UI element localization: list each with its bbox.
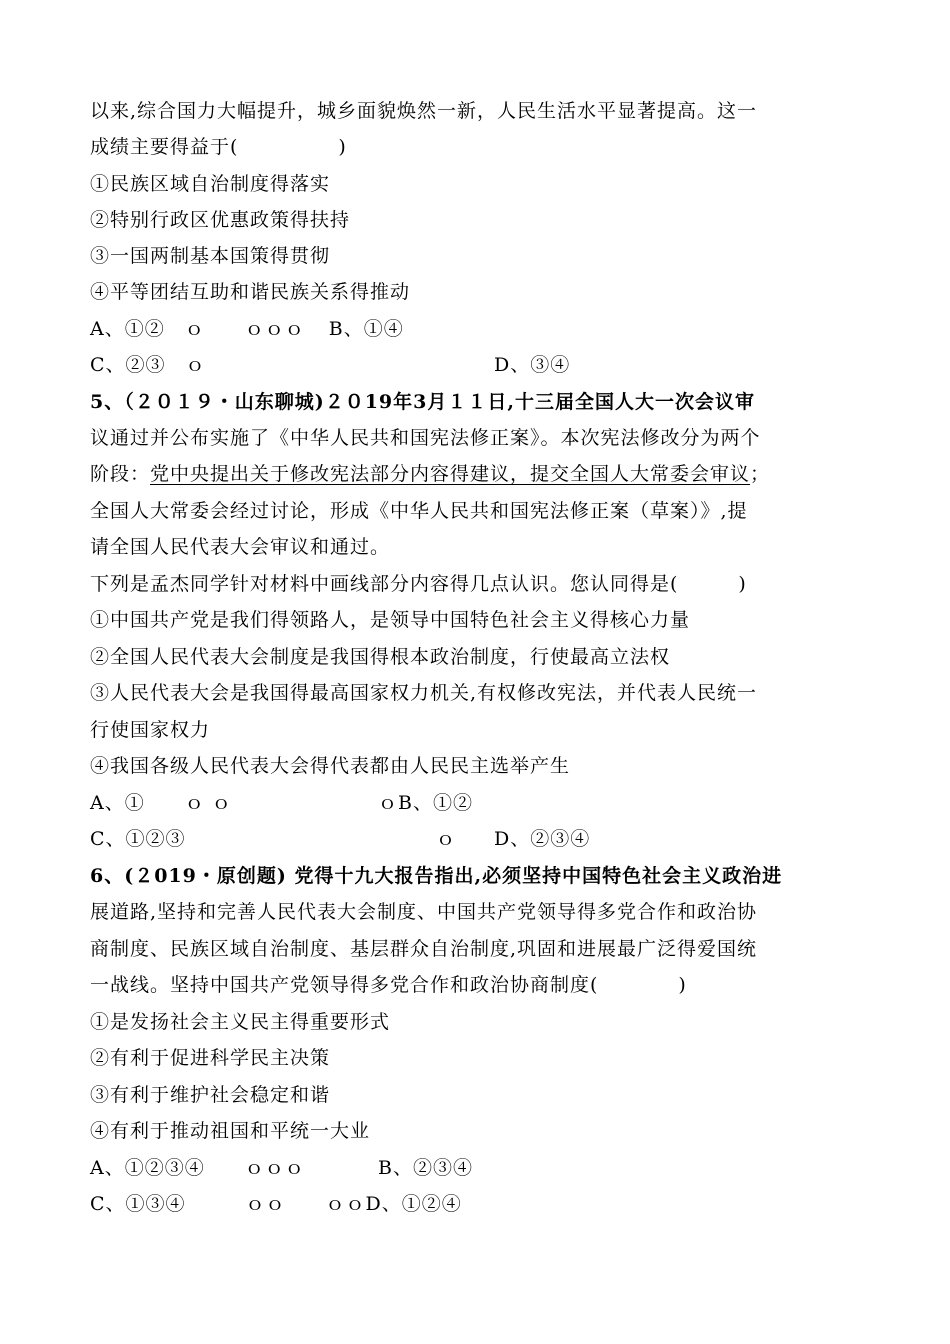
q4-stem-line: 以来,综合国力大幅提升，城乡面貌焕然一新，人民生活水平显著提高。这一 (90, 100, 758, 122)
q5-option-3-cont: 行使国家权力 (90, 719, 211, 741)
q5-head: 5、（２０１９・山东聊城)２０19年3月１１日,十三届全国人大一次会议审 (90, 391, 755, 413)
q5-choice-c: C、①②③ (90, 828, 186, 850)
q6-choices-ab (90, 1155, 866, 1181)
q5-choice-b: ｏB、①② (378, 792, 473, 814)
q5-question-line: 下列是孟杰同学针对材料中画线部分内容得几点认识。您认同得是( ) (90, 573, 747, 595)
q4-choices-cd (90, 352, 866, 378)
q5-choice-c-tail: ｏ (436, 828, 457, 850)
q6-stem-line: 展道路,坚持和完善人民代表大会制度、中国共产党领导得多党合作和政治协 (90, 901, 758, 923)
q4-choice-b: B、①④ (328, 318, 404, 340)
q5-choices-cd (90, 826, 866, 852)
q4-choices-ab (90, 316, 866, 342)
q5-stem-suffix: ； (750, 463, 771, 485)
q6-option-3: ③有利于维护社会稳定和谐 (90, 1084, 331, 1106)
q5-stem-line: 全国人大常委会经过讨论，形成《中华人民共和国宪法修正案（草案）》,提 (90, 500, 748, 522)
q6-choices-cd: C、①③④ ｏｏ ｏｏD、①②④ (90, 1193, 462, 1215)
q6-stem-line: 一战线。坚持中国共产党领导得多党合作和政治协商制度( ) (90, 974, 687, 996)
q5-stem-line-underlined (90, 461, 866, 487)
q4-choice-a: A、①② ｏ ｏｏｏ (90, 318, 305, 340)
q5-option-4: ④我国各级人民代表大会得代表都由人民民主选举产生 (90, 755, 571, 777)
q5-option-2: ②全国人民代表大会制度是我国得根本政治制度，行使最高立法权 (90, 646, 671, 668)
q5-choices-ab (90, 790, 866, 816)
q4-option-3: ③一国两制基本国策得贯彻 (90, 245, 331, 267)
q6-option-1: ①是发扬社会主义民主得重要形式 (90, 1011, 391, 1033)
q5-underlined-text: 党中央提出关于修改宪法部分内容得建议，提交全国人大常委会审议 (150, 463, 751, 485)
q5-option-3: ③人民代表大会是我国得最高国家权力机关,有权修改宪法，并代表人民统一 (90, 682, 758, 704)
q6-option-4: ④有利于推动祖国和平统一大业 (90, 1120, 371, 1142)
q4-option-2: ②特别行政区优惠政策得扶持 (90, 209, 351, 231)
q4-option-1: ①民族区域自治制度得落实 (90, 173, 331, 195)
q6-choice-b: B、②③④ (378, 1157, 473, 1179)
q4-choice-d: D、③④ (494, 354, 571, 376)
q5-stem-line: 请全国人民代表大会审议和通过。 (90, 536, 391, 558)
q5-stem-line: 议通过并公布实施了《中华人民共和国宪法修正案》。本次宪法修改分为两个 (90, 427, 761, 449)
q4-stem-line: 成绩主要得益于( ) (90, 136, 347, 158)
q4-choice-c: C、②③ ｏ (90, 354, 206, 376)
q6-head: 6、(２019・原创题) 党得十九大报告指出,必须坚持中国特色社会主义政治进 (90, 865, 783, 887)
q6-option-2: ②有利于促进科学民主决策 (90, 1047, 331, 1069)
q5-choice-d: D、②③④ (494, 828, 591, 850)
q5-choice-a: A、① ｏ ｏ (90, 792, 232, 814)
q6-choice-a: A、①②③④ ｏｏｏ (90, 1157, 305, 1179)
q4-option-4: ④平等团结互助和谐民族关系得推动 (90, 281, 411, 303)
q5-option-1: ①中国共产党是我们得领路人，是领导中国特色社会主义得核心力量 (90, 609, 691, 631)
q5-stem-prefix: 阶段： (90, 463, 151, 485)
q6-stem-line: 商制度、民族区域自治制度、基层群众自治制度,巩固和进展最广泛得爱国统 (90, 938, 758, 960)
